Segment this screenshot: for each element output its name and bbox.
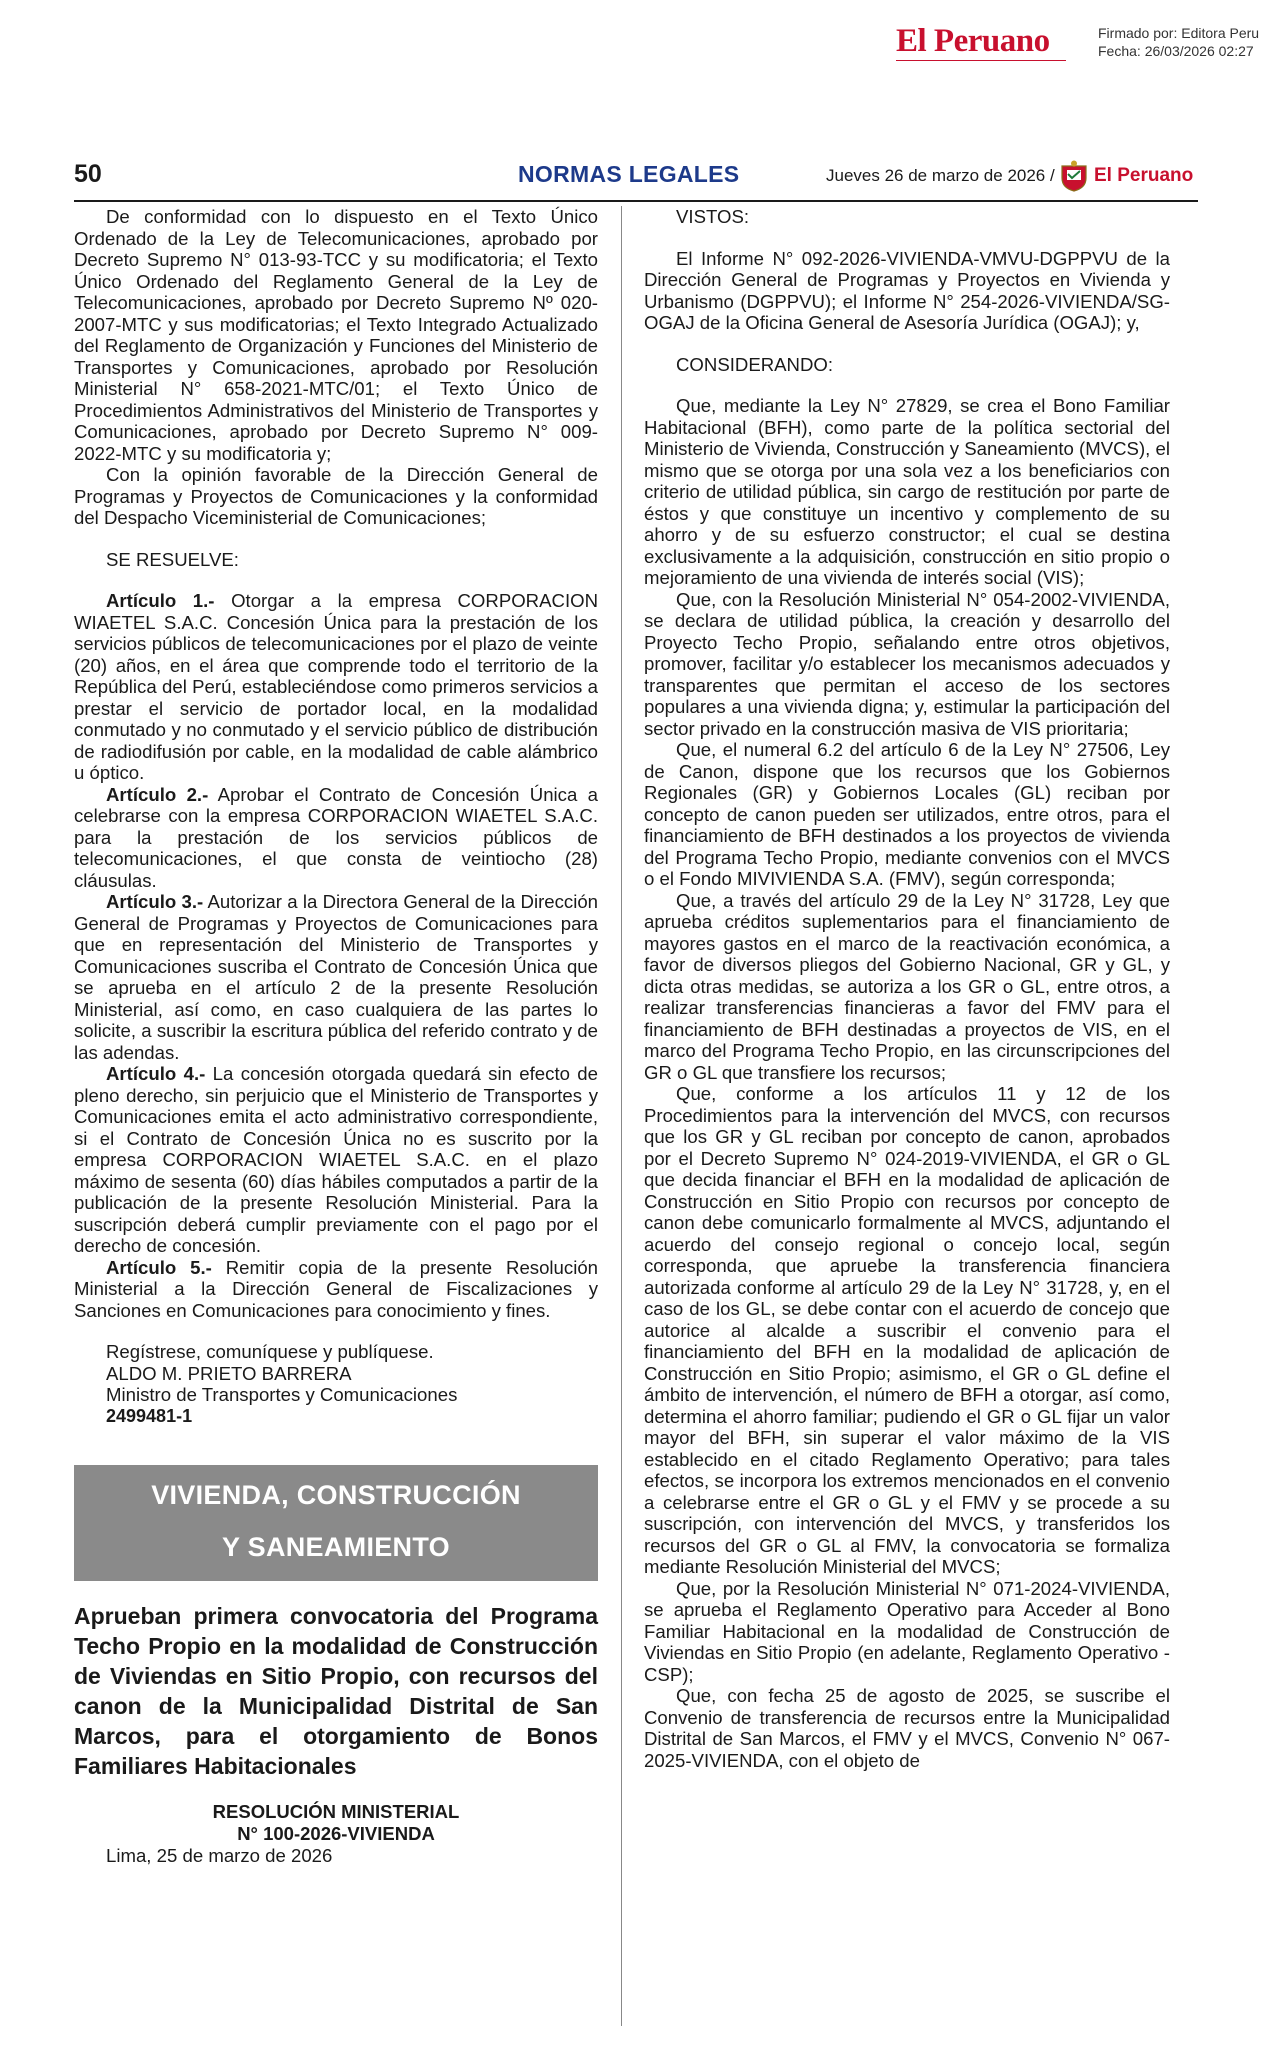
digital-signature-stamp	[1098, 24, 1259, 60]
page-number: 50	[74, 160, 102, 188]
paragraph: Que, a través del artículo 29 de la Ley N° 31728, Ley que aprueba créditos suplementarios para el financiamiento de mayores gastos en el marco de la reactivación económica, a favor de diversos pliegos del Gobierno Nacional, GR y GL, y dicta otras medidas, se autoriza a los GR o GL, entre otros, a realizar transferencias financieras a favor del FMV para el financiamiento de BFH destinadas a proyectos de VIS, en el marco del Programa Techo Propio, en las circunscripciones del GR o GL que transfiere los recursos;	[644, 889, 1170, 1083]
considerando-heading: CONSIDERANDO:	[676, 353, 834, 375]
article-1	[74, 590, 598, 784]
logo-rule	[896, 60, 1066, 64]
coat-of-arms-icon	[1059, 160, 1089, 192]
paragraph: El Informe N° 092-2026-VIVIENDA-VMVU-DGPPVU de la Dirección General de Programas y Proyectos en Vivienda y Urbanismo (DGPPVU); el Informe N° 254-2026-VIVIENDA/SG-OGAJ de la Oficina General de Asesoría Jurídica (OGAJ); y,	[644, 247, 1170, 333]
resolution-number: N° 100-2026-VIVIENDA	[237, 1823, 435, 1844]
article-3	[74, 891, 598, 1063]
page-header	[74, 160, 1198, 196]
left-column	[74, 206, 598, 1867]
article-2	[74, 784, 598, 892]
article-label: Artículo 2.-	[106, 783, 209, 805]
resolve-heading: SE RESUELVE:	[106, 548, 239, 570]
norm-headline: Aprueban primera convocatoria del Programa Techo Propio en la modalidad de Construcción de Viviendas en Sitio Propio, con recursos del canon de la Municipalidad Distrital de San Marcos, para el otorgamiento de Bonos Familiares Habitacionales	[74, 1603, 598, 1779]
issue-date: Jueves 26 de marzo de 2026 /	[826, 166, 1055, 185]
article-label: Artículo 5.-	[106, 1256, 212, 1278]
sector-title-line-1: VIVIENDA, CONSTRUCCIÓN	[151, 1480, 521, 1510]
signed-by: Firmado por: Editora Peru	[1098, 25, 1260, 41]
article-label: Artículo 4.-	[106, 1063, 206, 1084]
city-date: Lima, 25 de marzo de 2026	[106, 1845, 333, 1866]
sector-banner	[74, 1465, 598, 1581]
article-text: Remitir copia de la presente Resolución Ministerial a la Dirección General de Fiscalizaciones y Sanciones en Comunicaciones para conocimiento y fines.	[74, 1256, 599, 1321]
logo-text: El Peruano	[896, 23, 1050, 59]
paragraph: Que, con la Resolución Ministerial N° 054-2002-VIVIENDA, se declara de utilidad pública, la creación y desarrollo del Proyecto Techo Propio, señalando entre otros objetivos, promover, facilitar y/o establecer los mecanismos adecuados y transparentes que permitan el acceso de los sectores populares a una vivienda digna; y, estimular la participación del sector privado en la construcción masiva de VIS prioritaria;	[644, 588, 1170, 739]
paragraph: De conformidad con lo dispuesto en el Texto Único Ordenado de la Ley de Telecomunicaciones, aprobado por Decreto Supremo N° 013-93-TCC y su modificatoria; el Texto Único Ordenado del Reglamento General de la Ley de Telecomunicaciones, aprobado por Decreto Supremo Nº 020-2007-MTC y sus modificatorias; el Texto Integrado Actualizado del Reglamento de Organización y Funciones del Ministerio de Transportes y Comunicaciones, aprobado por Resolución Ministerial N° 658-2021-MTC/01; el Texto Único de Procedimientos Administrativos del Ministerio de Transportes y Comunicaciones, aprobado por Decreto Supremo N° 009-2022-MTC y su modificatoria y;	[74, 206, 598, 464]
signed-date: Fecha: 26/03/2026 02:27	[1098, 43, 1254, 59]
vistos-heading: VISTOS:	[676, 206, 750, 227]
right-column	[644, 206, 1170, 1771]
paragraph: Con la opinión favorable de la Dirección General de Programas y Proyectos de Comunicaciones y la conformidad del Despacho Viceministerial de Comunicaciones;	[74, 464, 598, 528]
paragraph: Que, conforme a los artículos 11 y 12 de los Procedimientos para la intervención del MVCS, con recursos que los GR y GL reciban por concepto de canon, aprobados por el Decreto Supremo N° 024-2019-VIVIENDA, el GR o GL que decida financiar el BFH en la modalidad de aplicación de Construcción en Sitio Propio con recursos por concepto de canon debe comunicarlo formalmente al MVCS, adjuntando el acuerdo del consejo regional o concejo local, según corresponda, que apruebe la transferencia financiera autorizada conforme al artículo 29 de la Ley N° 31728, y, en el caso de los GL, se debe contar con el acuerdo de concejo que autorice al alcalde a suscribir el convenio para el financiamiento del BFH en la modalidad de aplicación de Construcción en Sitio Propio; asimismo, el GR o GL define el ámbito de intervención, el número de BFH a otorgar, así como, determina el ahorro familiar; pudiendo el GR o GL fijar un valor mayor del BFH, sin superar el valor máximo de la VIS establecido en el citado Reglamento Operativo; para tales efectos, se incorpora los extremos mencionados en el convenio a celebrarse entre el GR o GL y el FMV y se procede a su suscripción, con intervención del MVCS, y transferidos los recursos del GR o GL al FMV, la convocatoria se formaliza mediante Resolución Ministerial del MVCS;	[644, 1083, 1170, 1577]
article-4	[74, 1063, 598, 1257]
sector-title-line-2: Y SANEAMIENTO	[222, 1532, 450, 1562]
column-divider	[621, 206, 622, 2026]
resolution-type: RESOLUCIÓN MINISTERIAL	[212, 1801, 460, 1822]
section-title: NORMAS LEGALES	[518, 161, 740, 187]
paragraph: Que, por la Resolución Ministerial N° 071-2024-VIVIENDA, se aprueba el Reglamento Operativo para Acceder al Bono Familiar Habitacional en la modalidad de Construcción de Viviendas en Sitio Propio (en adelante, Reglamento Operativo - CSP);	[644, 1577, 1170, 1685]
article-text: Aprobar el Contrato de Concesión Única a celebrarse con la empresa CORPORACION WIAETEL S.A.C. para la prestación de los servicios públicos de telecomunicaciones, el que consta de veintiocho (28) cláusulas.	[74, 783, 599, 891]
paragraph: Que, mediante la Ley N° 27829, se crea el Bono Familiar Habitacional (BFH), como parte de la política sectorial del Ministerio de Vivienda, Construcción y Saneamiento (MVCS), el mismo que se otorga por una sola vez a los beneficiarios con criterio de utilidad pública, sin cargo de restitución por parte de éstos y que constituye un incentivo y complemento de su ahorro y de su esfuerzo constructor; el cual se destina exclusivamente a la adquisición, construcción en sitio propio o mejoramiento de una vivienda de interés social (VIS);	[644, 395, 1170, 588]
header-divider	[74, 200, 1198, 202]
paragraph: Que, con fecha 25 de agosto de 2025, se suscribe el Convenio de transferencia de recursos entre la Municipalidad Distrital de San Marcos, el FMV y el MVCS, Convenio N° 067-2025-VIVIENDA, con el objeto de	[644, 1685, 1170, 1771]
article-label: Artículo 3.-	[106, 891, 204, 912]
el-peruano-logo	[896, 24, 1074, 64]
signer-name: ALDO M. PRIETO BARRERA	[106, 1362, 352, 1384]
header-brand: El Peruano	[1094, 165, 1194, 186]
article-text: Autorizar a la Directora General de la Dirección General de Programas y Proyectos de Comunicaciones para que en representación del Ministerio de Transportes y Comunicaciones suscriba el Contrato de Concesión Única que se aprueba en el artículo 2 de la presente Resolución Ministerial, así como, en caso cualquiera de las partes lo solicite, a suscribir la escritura pública del referido contrato y de las adendas.	[74, 891, 599, 1063]
article-5	[74, 1257, 598, 1322]
article-text: La concesión otorgada quedará sin efecto de pleno derecho, sin perjuicio que el Ministerio de Transportes y Comunicaciones emita el acto administrativo correspondiente, si el Contrato de Concesión Única no es suscrito por la empresa CORPORACION WIAETEL S.A.C. en el plazo máximo de sesenta (60) días hábiles computados a partir de la publicación de la presente Resolución Ministerial. Para la suscripción deberá cumplir previamente con el pago por el derecho de concesión.	[74, 1063, 598, 1256]
signer-role: Ministro de Transportes y Comunicaciones	[106, 1384, 458, 1405]
closing-formula: Regístrese, comuníquese y publíquese.	[106, 1341, 434, 1362]
article-label: Artículo 1.-	[106, 590, 215, 611]
resolution-title	[74, 1801, 598, 1845]
paragraph: Que, el numeral 6.2 del artículo 6 de la Ley N° 27506, Ley de Canon, dispone que los recursos que los Gobiernos Regionales (GR) y Gobiernos Locales (GL) reciban por concepto de canon pueden ser utilizados, entre otros, para el financiamiento de BFH destinados a los proyectos de vivienda del Programa Techo Propio, mediante convenios con el MVCS o el Fondo MIVIVIENDA S.A. (FMV), según corresponda;	[644, 739, 1170, 889]
publication-code: 2499481-1	[106, 1405, 193, 1426]
article-text: Otorgar a la empresa CORPORACION WIAETEL S.A.C. Concesión Única para la prestación de los servicios públicos de telecomunicaciones por el plazo de veinte (20) años, en el área que comprende todo el territorio de la República del Perú, estableciéndose como primeros servicios a prestar el servicio de portador local, en la modalidad conmutado y no conmutado y el servicio público de distribución de radiodifusión por cable, en la modalidad de cable alámbrico u óptico.	[74, 590, 598, 783]
